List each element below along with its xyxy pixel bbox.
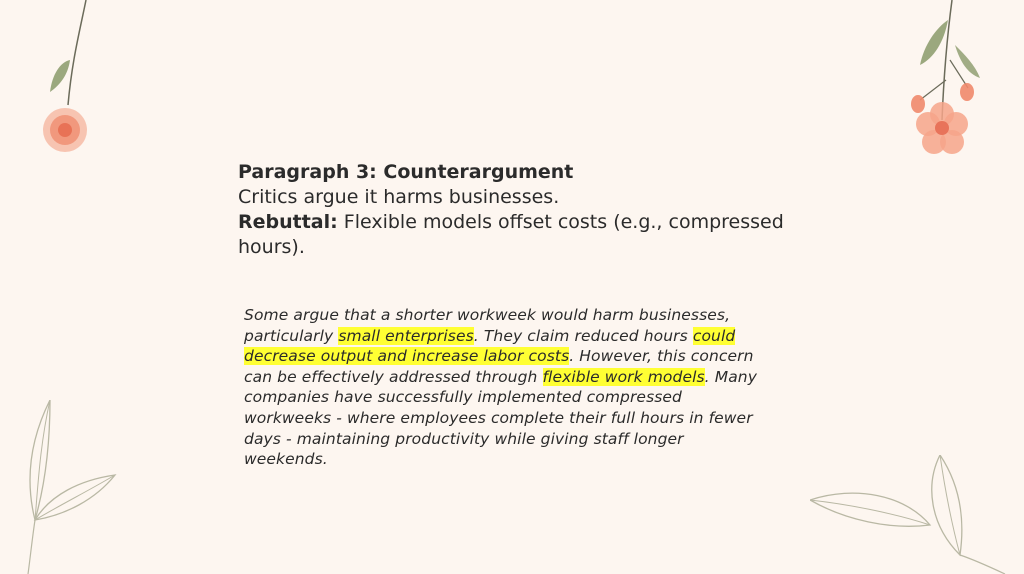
heading-title: Paragraph 3: Counterargument bbox=[238, 161, 574, 183]
body-segment: Some argue that a shorter workweek would harm businesses, particularly bbox=[244, 306, 731, 345]
body-segment: . Many companies have successfully implemented compressed workweeks - where employees complete their full hours in fewer days - maintaining productivity while giving staff longer weekends. bbox=[244, 367, 757, 469]
heading-rebuttal bbox=[238, 210, 818, 260]
body-segment: . They claim reduced hours bbox=[473, 326, 693, 345]
highlighted-phrase: small enterprises bbox=[338, 326, 474, 345]
flower-top-left-icon bbox=[20, 0, 110, 170]
heading-block bbox=[238, 160, 818, 260]
heading-claim: Critics argue it harms businesses. bbox=[238, 186, 560, 208]
rebuttal-label: Rebuttal: bbox=[238, 211, 338, 233]
flower-top-right-icon bbox=[900, 0, 1010, 170]
highlighted-phrase: could decrease output and increase labor costs bbox=[244, 326, 736, 366]
rebuttal-text: Flexible models offset costs (e.g., compressed hours). bbox=[238, 211, 784, 258]
highlighted-phrase: flexible work models bbox=[542, 367, 705, 386]
leaf-bottom-left-icon bbox=[20, 400, 130, 574]
leaf-bottom-right-icon bbox=[810, 455, 1010, 574]
body-segment: . However, this concern can be effectively addressed through bbox=[244, 347, 754, 386]
body-paragraph bbox=[244, 305, 764, 470]
